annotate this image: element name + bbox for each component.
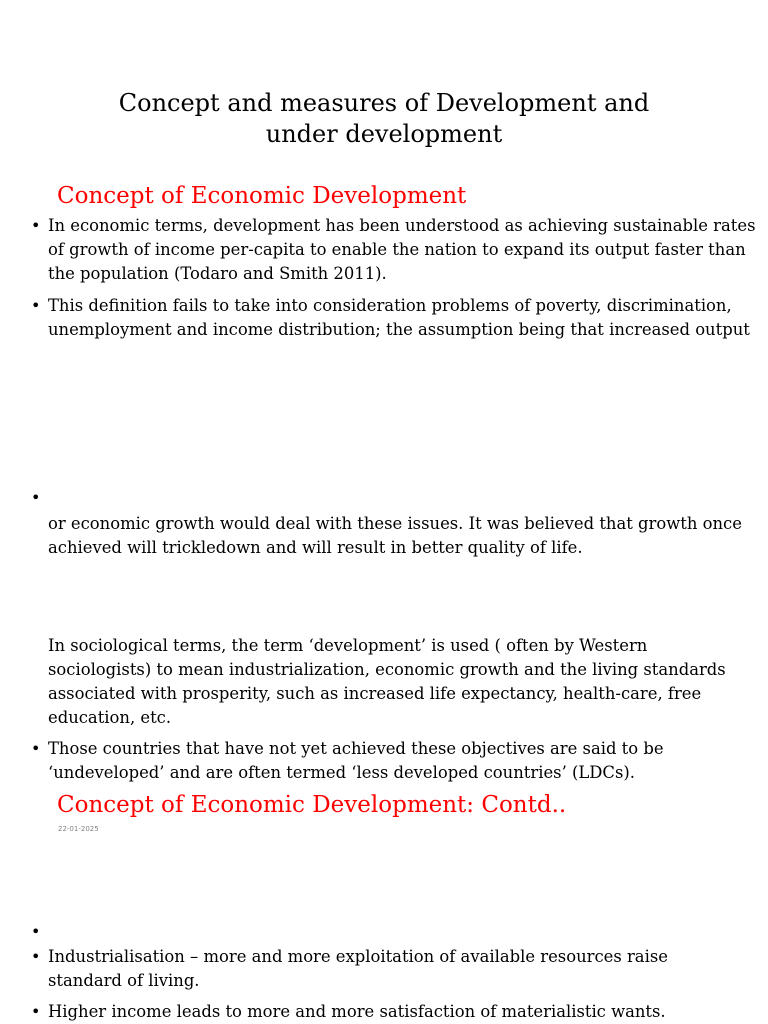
paragraph-definition-fails bbox=[48, 294, 758, 342]
text-line: Industrialisation – more and more exploitation of available resources raise bbox=[48, 947, 668, 966]
bullet-marker: • bbox=[31, 488, 41, 507]
text-line: In sociological terms, the term ‘development’ is used ( often by Western bbox=[48, 636, 648, 655]
bullet-marker: • bbox=[31, 922, 41, 941]
bullet-marker: • bbox=[31, 947, 41, 966]
text-line: Those countries that have not yet achieved these objectives are said to be bbox=[48, 739, 664, 758]
text-line: the population (Todaro and Smith 2011). bbox=[48, 264, 387, 283]
paragraph-economic-growth bbox=[48, 512, 758, 560]
paragraph-economic-terms bbox=[48, 214, 758, 286]
text-line: In economic terms, development has been understood as achieving sustainable rates bbox=[48, 216, 756, 235]
text-line: of growth of income per-capita to enable the nation to expand its output faster than bbox=[48, 240, 746, 259]
bullet-marker: • bbox=[31, 1002, 41, 1021]
bullet-marker: • bbox=[31, 739, 41, 758]
paragraph-sociological-terms bbox=[48, 634, 758, 730]
text-line: ‘undeveloped’ and are often termed ‘less developed countries’ (LDCs). bbox=[48, 763, 635, 782]
document-title bbox=[0, 88, 768, 150]
bullet-marker: • bbox=[31, 216, 41, 235]
text-line: achieved will trickledown and will result in better quality of life. bbox=[48, 538, 583, 557]
section-heading-contd: Concept of Economic Development: Contd.. bbox=[57, 792, 567, 818]
paragraph-industrialisation bbox=[48, 945, 758, 993]
bullet-marker: • bbox=[31, 296, 41, 315]
text-line: sociologists) to mean industrialization, economic growth and the living standards bbox=[48, 660, 726, 679]
text-line: This definition fails to take into consideration problems of poverty, discrimination, bbox=[48, 296, 732, 315]
text-line: education, etc. bbox=[48, 708, 172, 727]
text-line: or economic growth would deal with these issues. It was believed that growth once bbox=[48, 514, 742, 533]
paragraph-higher-income bbox=[48, 1000, 758, 1024]
text-line: Higher income leads to more and more satisfaction of materialistic wants. bbox=[48, 1002, 666, 1021]
text-line: associated with prosperity, such as increased life expectancy, health-care, free bbox=[48, 684, 702, 703]
paragraph-countries bbox=[48, 737, 758, 785]
text-line: unemployment and income distribution; the assumption being that increased output bbox=[48, 320, 750, 339]
section-heading-concept: Concept of Economic Development bbox=[57, 183, 467, 209]
text-line: standard of living. bbox=[48, 971, 200, 990]
title-line-2: under development bbox=[265, 120, 503, 148]
title-line-1: Concept and measures of Development and bbox=[118, 89, 650, 117]
slide-date: 22-01-2025 bbox=[58, 825, 99, 833]
